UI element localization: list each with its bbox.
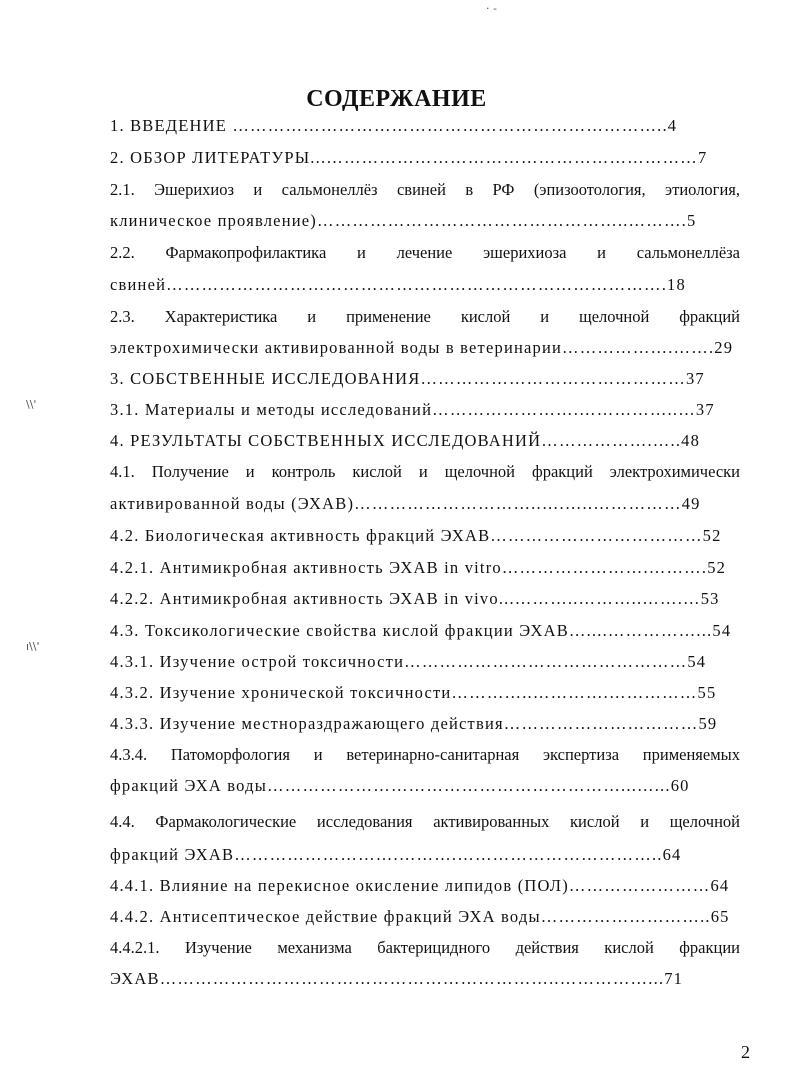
toc-entry[interactable]: 2.3. Характеристика и применение кислой и щелочной фракций bbox=[110, 307, 740, 326]
scan-mark: · - bbox=[486, 2, 497, 15]
toc-entry[interactable]: 4.3.3. Изучение местнораздражающего действия……………………………59 bbox=[110, 714, 718, 733]
toc-entry[interactable]: 4.3.1. Изучение острой токсичности…………………………………………54 bbox=[110, 652, 707, 671]
toc-entry[interactable]: 3. СОБСТВЕННЫЕ ИССЛЕДОВАНИЯ………………………………………37 bbox=[110, 369, 705, 388]
toc-entry[interactable]: 4.3.4. Патоморфология и ветеринарно-санитарная экспертиза применяемых bbox=[110, 745, 740, 764]
toc-entry[interactable]: свиней………………………………………………………………………….18 bbox=[110, 275, 686, 294]
toc-entry[interactable]: 1. ВВЕДЕНИЕ ………………………………………………………………..4 bbox=[110, 116, 678, 135]
toc-entry[interactable]: клиническое проявление)……………………………………………..……….5 bbox=[110, 211, 697, 230]
toc-entry[interactable]: 4.2.2. Антимикробная активность ЭХАВ in vivo...………..………..…….…53 bbox=[110, 589, 720, 608]
toc-entry[interactable]: 4.2. Биологическая активность фракций ЭХАВ………………………………52 bbox=[110, 526, 722, 545]
toc-entry[interactable]: 4. РЕЗУЛЬТАТЫ СОБСТВЕННЫХ ИССЛЕДОВАНИЙ……………….…..48 bbox=[110, 431, 701, 450]
toc-entry[interactable]: 2.2. Фармакопрофилактика и лечение эшерихиоза и сальмонеллёза bbox=[110, 243, 740, 262]
page-title: СОДЕРЖАНИЕ bbox=[306, 86, 487, 112]
toc-entry[interactable]: 4.2.1. Антимикробная активность ЭХАВ in vitro…………………….……….52 bbox=[110, 558, 727, 577]
scan-mark: ı\\' bbox=[26, 640, 40, 653]
toc-entry[interactable]: 4.4.2.1. Изучение механизма бактерицидного действия кислой фракции bbox=[110, 938, 740, 957]
toc-entry[interactable]: ЭХАВ…………………………………………………………..……………...71 bbox=[110, 969, 684, 988]
toc-entry[interactable]: фракций ЭХАВ……………………….……….……………………………..64 bbox=[110, 845, 682, 864]
toc-entry[interactable]: 3.1. Материалы и методы исследований…………………….……………..…37 bbox=[110, 400, 715, 419]
page-number: 2 bbox=[741, 1042, 750, 1062]
toc-entry[interactable]: 4.3.2. Изучение хронической токсичности…………..………….……………55 bbox=[110, 683, 717, 702]
toc-entry[interactable]: 4.3. Токсикологические свойства кислой фракции ЭХАВ…....……………...54 bbox=[110, 621, 732, 640]
toc-entry[interactable]: электрохимически активированной воды в ветеринарии……………….…….29 bbox=[110, 338, 734, 357]
scan-mark: \\' bbox=[26, 398, 37, 411]
toc-entry[interactable]: 4.1. Получение и контроль кислой и щелочной фракций электрохимически bbox=[110, 462, 740, 481]
toc-entry[interactable]: 4.4.2. Антисептическое действие фракций ЭХА воды………………………..65 bbox=[110, 907, 730, 926]
toc-entry[interactable]: 4.4.1. Влияние на перекисное окисление липидов (ПОЛ)……………………64 bbox=[110, 876, 730, 895]
toc-entry[interactable]: 2.1. Эшерихиоз и сальмонеллёз свиней в РФ (эпизоотология, этиология, bbox=[110, 180, 740, 199]
toc-entry[interactable]: фракций ЭХА воды……………………………………………………...…...60 bbox=[110, 776, 690, 795]
toc-entry[interactable]: активированной воды (ЭХАВ)…………………………..….…..……………49 bbox=[110, 494, 701, 513]
toc-entry[interactable]: 2. ОБЗОР ЛИТЕРАТУРЫ...………………………………………………………7 bbox=[110, 148, 708, 167]
toc-entry[interactable]: 4.4. Фармакологические исследования активированных кислой и щелочной bbox=[110, 812, 740, 831]
